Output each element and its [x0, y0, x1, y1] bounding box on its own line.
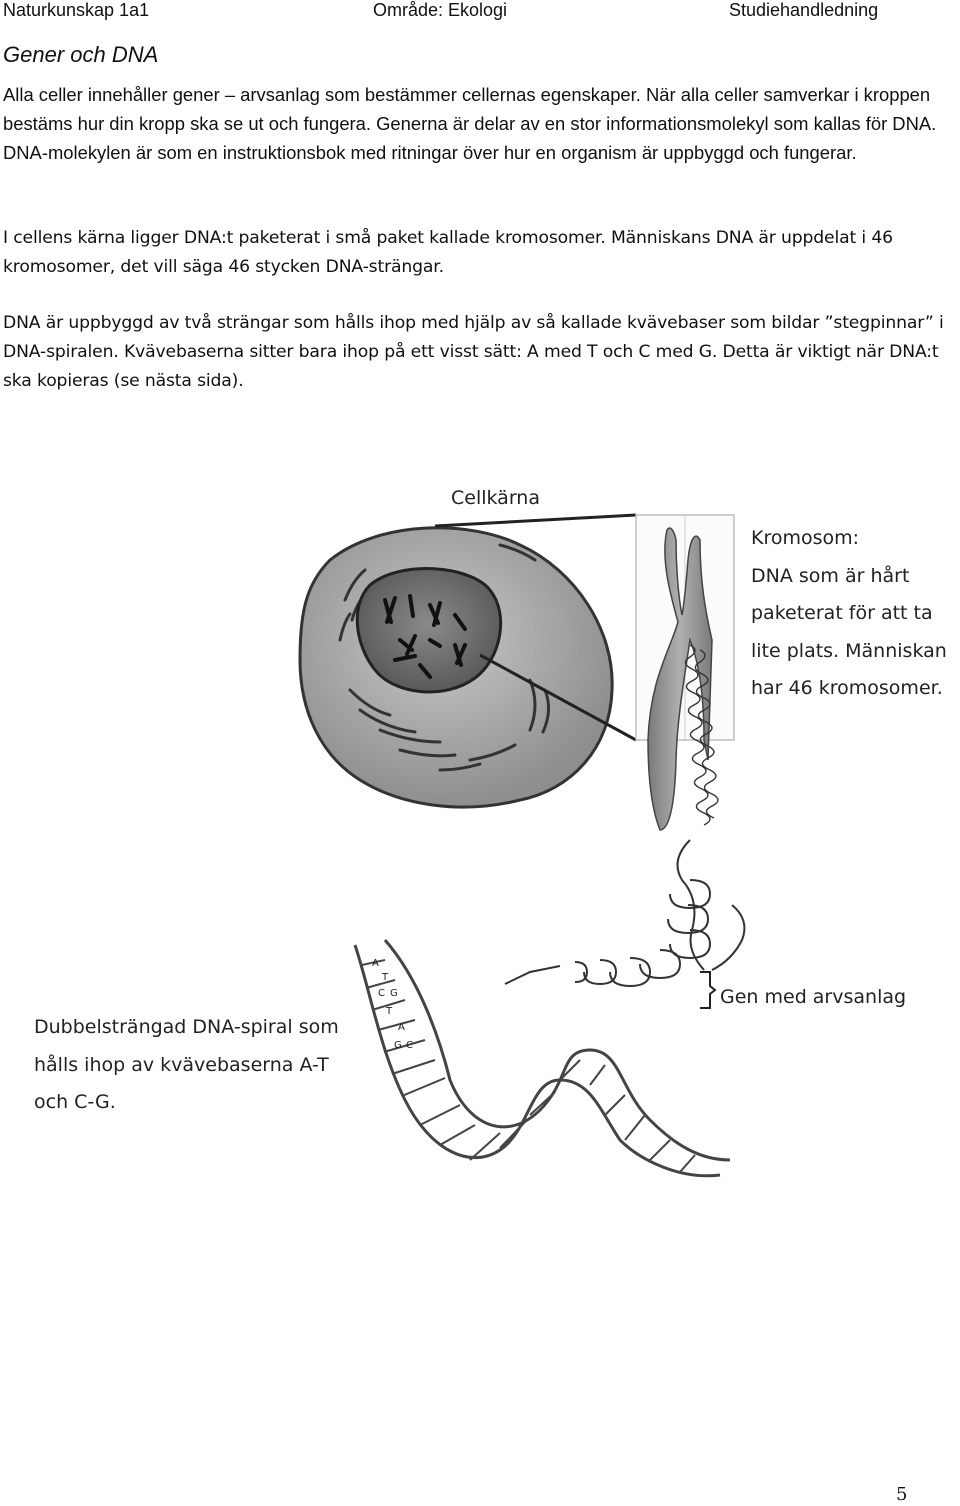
svg-text:G: G — [390, 988, 398, 999]
cell-body — [300, 528, 612, 807]
svg-text:A: A — [398, 1022, 405, 1033]
paragraph-genes: Alla celler innehåller gener – arvsanlag som bestämmer cellernas egenskaper. När alla celler samverkar i kroppen bestäms hur din kropp ska se ut och fungera. Generna är delar av en stor informationsmolekyl som kallas för DNA. DNA-molekylen är som en instruktionsbok med ritningar över hur en organism är uppbyggd och fungerar. — [3, 84, 937, 163]
svg-text:C: C — [378, 988, 385, 999]
chromosome-label-line: paketerat för att ta — [751, 602, 933, 624]
svg-text:T: T — [386, 1006, 393, 1017]
page-title: Gener och DNA — [3, 42, 159, 67]
chromosome-label-line: DNA som är hårt — [751, 564, 910, 587]
header-course: Naturkunskap 1a1 — [3, 0, 150, 20]
dna-helix-label — [34, 1009, 339, 1122]
gene-bracket — [700, 972, 715, 1008]
dna-fiber — [505, 840, 744, 986]
page-number: 5 — [896, 1484, 908, 1505]
svg-text:A: A — [372, 958, 379, 969]
chromosome-label-line: har 46 kromosomer. — [751, 677, 943, 699]
dna-helix-label-line: Dubbelsträngad DNA-spiral som — [34, 1016, 339, 1038]
chromosome-label-line: Kromosom: — [751, 527, 860, 549]
page-header — [0, 0, 960, 24]
svg-text:C: C — [406, 1040, 413, 1051]
paragraph-chromosomes: I cellens kärna ligger DNA:t paketerat i små paket kallade kromosomer. Människans DNA är uppdelat i 46 kromosomer, det vill säga 46 stycken DNA-strängar. — [3, 228, 893, 277]
cell-nucleus-label: Cellkärna — [451, 487, 540, 509]
dna-helix-label-line: och C-G. — [34, 1091, 116, 1113]
gene-label: Gen med arvsanlag — [720, 986, 907, 1008]
svg-text:T: T — [382, 972, 389, 983]
svg-text:G: G — [394, 1040, 402, 1051]
paragraph-dna-structure: DNA är uppbyggd av två strängar som hålls ihop med hjälp av så kallade kvävebaser som bildar ”stegpinnar” i DNA-spiralen. Kvävebaserna sitter bara ihop på ett visst sätt: A med T och C med G. Detta är viktigt när DNA:t ska kopieras (se nästa sida). — [3, 313, 944, 391]
chromosome-label-line: lite plats. Människan — [751, 639, 947, 662]
header-doc-type: Studiehandledning — [729, 0, 879, 20]
header-area: Område: Ekologi — [373, 0, 508, 20]
dna-helix-label-line: hålls ihop av kvävebaserna A-T — [34, 1053, 329, 1076]
chromosome-label — [751, 520, 947, 708]
